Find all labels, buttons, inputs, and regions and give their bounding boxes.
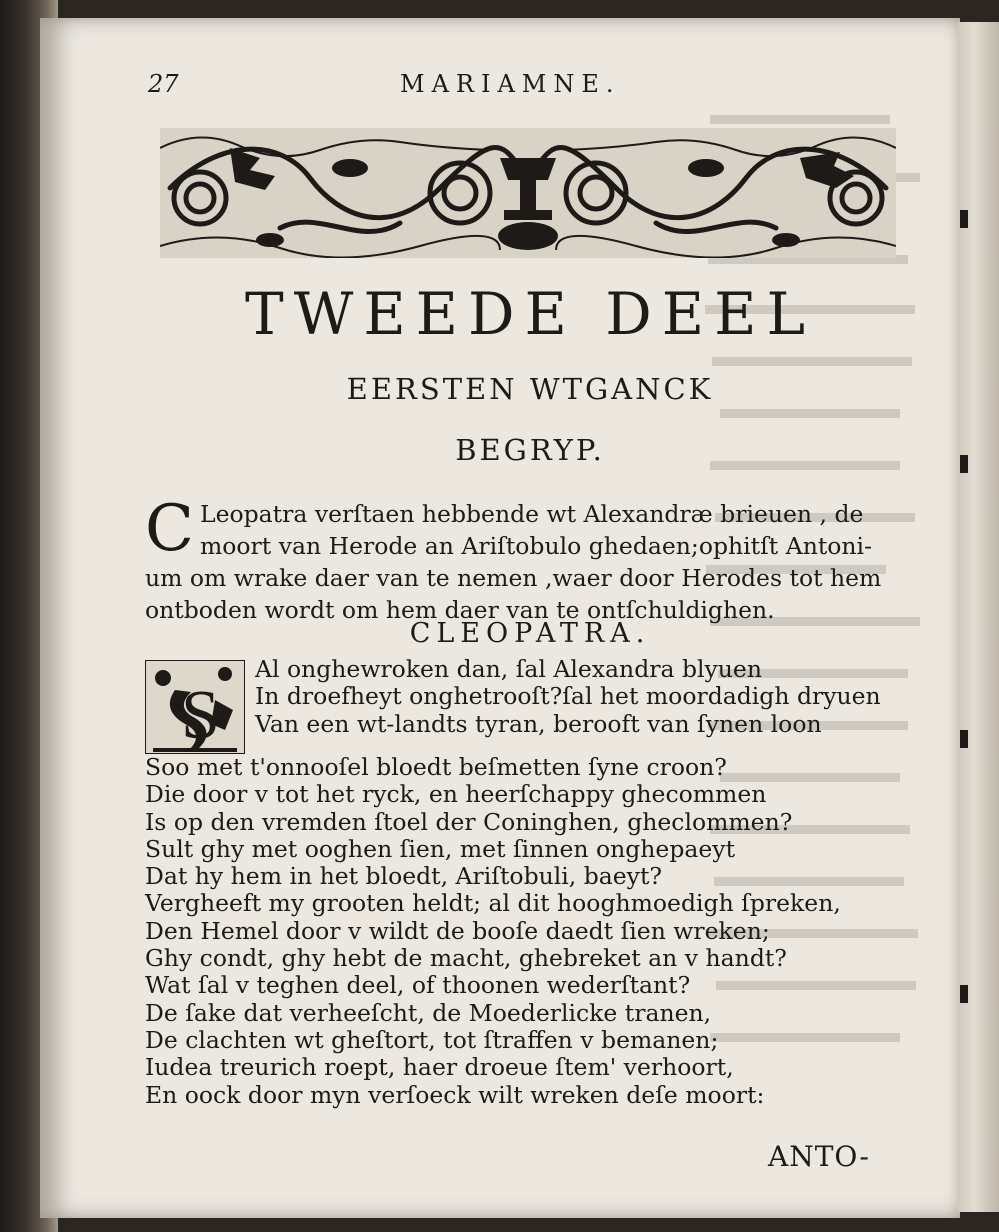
verse-line: De clachten wt gheſtort, tot ſtraffen v bemanen; bbox=[145, 1025, 719, 1054]
argument-line: moort van Herode an Ariſtobulo ghedaen;ophitſt Antoni- bbox=[199, 532, 873, 560]
verse-line: Die door v tot het ryck, en heerſchappy ghecommen bbox=[145, 780, 767, 809]
catchword: ANTO- bbox=[768, 1140, 870, 1173]
argument-drop-cap: C bbox=[145, 492, 194, 566]
section-title: TWEEDE DEEL bbox=[245, 280, 815, 348]
argument-line: um om wrake daer van te nemen ,waer door Herodes tot hem bbox=[145, 564, 882, 592]
page-edge-mark bbox=[960, 985, 968, 1003]
verse-line: Vergheeft my grooten heldt; al dit hooghmoedigh ſpreken, bbox=[145, 889, 841, 918]
verse-line: Sult ghy met ooghen ſien, met ſinnen onghepaeyt bbox=[145, 834, 736, 863]
verse-line: Den Hemel door v wildt de booſe daedt ſien wreken; bbox=[145, 916, 770, 945]
facing-page-edge bbox=[958, 22, 999, 1212]
subheading: EERSTEN WTGANCK bbox=[346, 372, 714, 406]
speaker-name: CLEOPATRA. bbox=[409, 618, 651, 649]
verse-line: En oock door myn verſoeck wilt wreken deſe moort: bbox=[145, 1080, 765, 1109]
verse-line: Is op den vremden ſtoel der Coninghen, gheclommen? bbox=[145, 807, 793, 836]
page-edge-mark bbox=[960, 210, 968, 228]
argument-line: ontboden wordt om hem daer van te ontſchuldighen. bbox=[145, 596, 775, 624]
verse-block bbox=[145, 656, 905, 1109]
page-number: 27 bbox=[148, 70, 179, 98]
page-edge-mark bbox=[960, 730, 968, 748]
page-edge-mark bbox=[960, 455, 968, 473]
verse-line: De ſake dat verheeſcht, de Moederlicke tranen, bbox=[145, 998, 712, 1027]
verse-line: Ghy condt, ghy hebt de macht, ghebreket an v handt? bbox=[145, 944, 787, 973]
decorated-initial-icon bbox=[145, 660, 245, 754]
verse-line: Wat ſal v teghen deel, of thoonen wederſtant? bbox=[145, 971, 691, 1000]
argument-line: Leopatra verſtaen hebbende wt Alexandræ brieuen , de bbox=[199, 500, 864, 528]
svg-text:S: S bbox=[181, 677, 220, 754]
verse-line: Al onghewroken dan, ſal Alexandra blyuen bbox=[255, 655, 762, 683]
verse-line: In droefheyt onghetrooſt?ſal het moordadigh dryuen bbox=[255, 682, 881, 711]
verse-line: Van een wt-landts tyran, berooft van ſynen loon bbox=[255, 709, 822, 738]
verse-line: Soo met t'onnooſel bloedt beſmetten ſyne croon? bbox=[145, 753, 727, 781]
argument-paragraph bbox=[145, 492, 905, 626]
subheading-begryp: BEGRYP. bbox=[455, 433, 605, 467]
running-title: MARIAMNE. bbox=[400, 70, 621, 98]
verse-line: Dat hy hem in het bloedt, Ariſtobuli, baeyt? bbox=[145, 862, 662, 891]
verse-line: Iudea treurich roept, haer droeue ſtem' verhoort, bbox=[145, 1053, 734, 1082]
ornamental-headpiece-icon bbox=[160, 128, 896, 258]
